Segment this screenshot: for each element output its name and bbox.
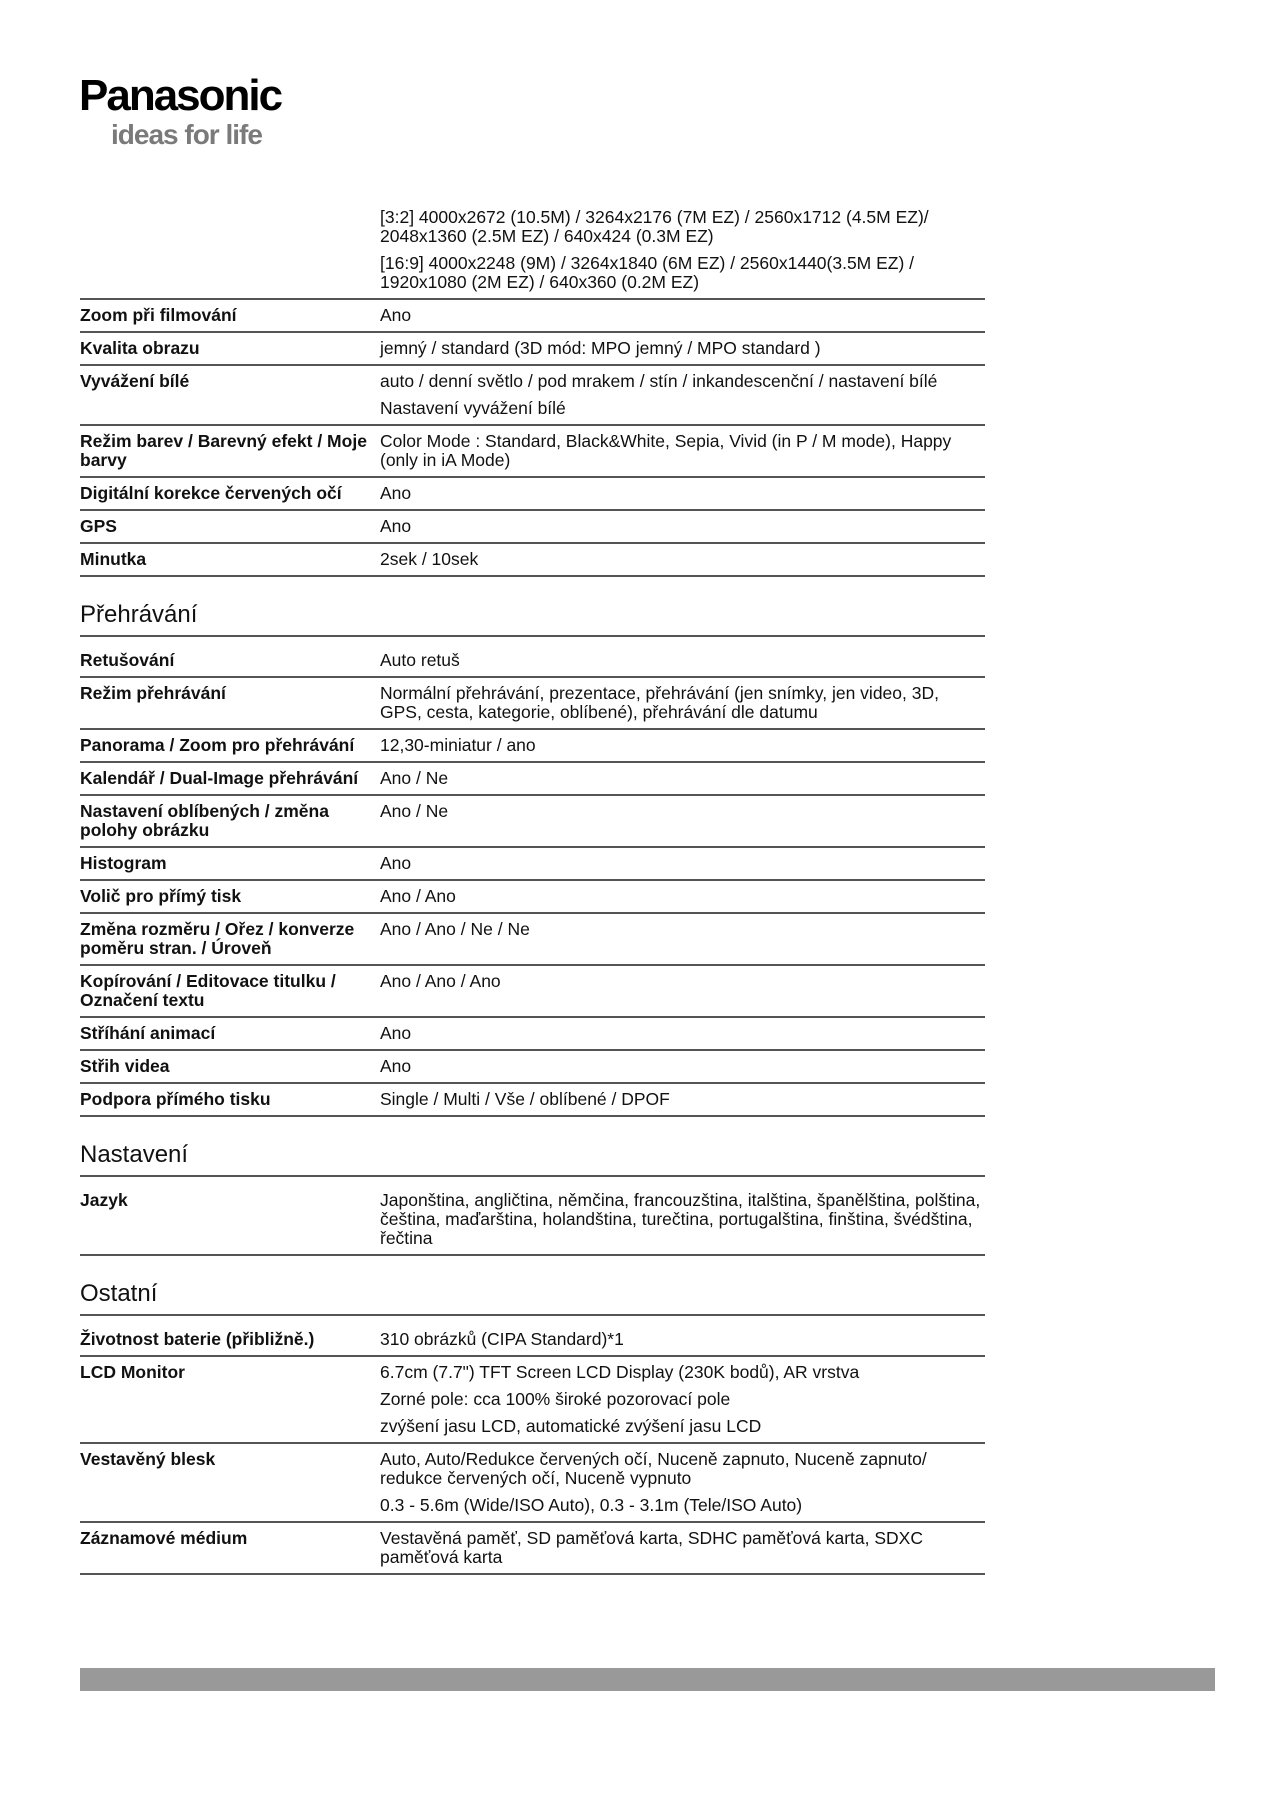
spec-values [380, 1529, 985, 1567]
spec-label: Kvalita obrazu [80, 338, 200, 358]
spec-row [80, 333, 985, 366]
spec-label: Vyvážení bílé [80, 371, 190, 391]
spec-label: Střih videa [80, 1056, 170, 1076]
panasonic-logo [79, 71, 282, 150]
spec-group-settings [80, 1185, 985, 1256]
spec-values [380, 208, 985, 292]
spec-value: Auto, Auto/Redukce červených očí, Nuceně zapnuto, Nuceně zapnuto/ redukce červených očí, Nuceně vypnuto [380, 1449, 927, 1488]
spec-value: Color Mode : Standard, Black&White, Sepia, Vivid (in P / M mode), Happy (only in iA Mode) [380, 431, 952, 470]
spec-values [380, 887, 985, 906]
spec-row [80, 848, 985, 881]
spec-sheet [80, 202, 985, 1575]
spec-value: Auto retuš [380, 650, 460, 670]
spec-row [80, 1444, 985, 1523]
spec-values [380, 920, 985, 958]
spec-row [80, 1324, 985, 1357]
spec-row [80, 300, 985, 333]
spec-values [380, 736, 985, 755]
spec-row [80, 1185, 985, 1256]
spec-value: [16:9] 4000x2248 (9M) / 3264x1840 (6M EZ) / 2560x1440(3.5M EZ) / 1920x1080 (2M EZ) / 640x360 (0.2M EZ) [380, 253, 915, 292]
spec-label: Digitální korekce červených očí [80, 483, 342, 503]
spec-values [380, 1024, 985, 1043]
spec-label: Režim přehrávání [80, 683, 226, 703]
spec-values [380, 1363, 985, 1436]
spec-values [380, 854, 985, 873]
spec-value: Ano [380, 516, 412, 536]
spec-value: Vestavěná paměť, SD paměťová karta, SDHC paměťová karta, SDXC paměťová karta [380, 1528, 923, 1567]
spec-row [80, 1018, 985, 1051]
spec-label: Histogram [80, 853, 167, 873]
spec-values [380, 1330, 985, 1349]
spec-row [80, 366, 985, 426]
footer-bar [80, 1668, 1215, 1691]
spec-value: Normální přehrávání, prezentace, přehrávání (jen snímky, jen video, 3D, GPS, cesta, kategorie, oblíbené), přehrávání dle datumu [380, 683, 939, 722]
spec-values [380, 306, 985, 325]
spec-group-playback [80, 645, 985, 1117]
spec-value: zvýšení jasu LCD, automatické zvýšení jasu LCD [380, 1416, 762, 1436]
spec-values [380, 802, 985, 840]
spec-value: Ano [380, 305, 412, 325]
spec-row [80, 1523, 985, 1575]
spec-row [80, 730, 985, 763]
brand-name: Panasonic [79, 71, 282, 120]
spec-values [380, 1191, 985, 1248]
spec-values [380, 1450, 985, 1515]
spec-values [380, 1057, 985, 1076]
spec-label: Stříhání animací [80, 1023, 216, 1043]
spec-label: Panorama / Zoom pro přehrávání [80, 735, 355, 755]
spec-label: Záznamové médium [80, 1528, 248, 1548]
spec-row [80, 966, 985, 1018]
spec-value: Ano [380, 1056, 412, 1076]
spec-values [380, 684, 985, 722]
spec-label: Kopírování / Editovace titulku / Označení textu [80, 971, 336, 1010]
spec-values [380, 972, 985, 1010]
spec-value: 310 obrázků (CIPA Standard)*1 [380, 1329, 624, 1349]
spec-row [80, 478, 985, 511]
spec-label: LCD Monitor [80, 1362, 185, 1382]
spec-label: Zoom při filmování [80, 305, 237, 325]
spec-label: Režim barev / Barevný efekt / Moje barvy [80, 431, 367, 470]
spec-label: Volič pro přímý tisk [80, 886, 242, 906]
spec-row [80, 1084, 985, 1117]
section-title-playback: Přehrávání [80, 601, 985, 637]
spec-row [80, 796, 985, 848]
spec-row [80, 1357, 985, 1444]
spec-values [380, 372, 985, 418]
spec-values [380, 651, 985, 670]
spec-value: Ano [380, 853, 412, 873]
spec-row [80, 881, 985, 914]
spec-values [380, 550, 985, 569]
spec-value: Japonština, angličtina, němčina, francouzština, italština, španělština, polština, čeština, maďarština, holandština, turečtina, portugalština, finština, švédština, řečtina [380, 1190, 981, 1248]
section-title-settings: Nastavení [80, 1141, 985, 1177]
spec-value: jemný / standard (3D mód: MPO jemný / MPO standard ) [380, 338, 821, 358]
spec-value: Zorné pole: cca 100% široké pozorovací pole [380, 1389, 731, 1409]
spec-value: 6.7cm (7.7") TFT Screen LCD Display (230K bodů), AR vrstva [380, 1362, 860, 1382]
spec-values [380, 339, 985, 358]
spec-value: Ano / Ne [380, 801, 449, 821]
spec-label: Retušování [80, 650, 175, 670]
spec-group-capture [80, 300, 985, 577]
spec-value: Ano / Ano [380, 886, 456, 906]
spec-value: 2sek / 10sek [380, 549, 479, 569]
brand-tagline: ideas for life [111, 119, 262, 150]
spec-label: Změna rozměru / Ořez / konverze poměru stran. / Úroveň [80, 919, 355, 958]
spec-value: 12,30-miniatur / ano [380, 735, 536, 755]
spec-value: Ano / Ne [380, 768, 449, 788]
spec-row [80, 763, 985, 796]
spec-row [80, 914, 985, 966]
spec-value: Ano / Ano / Ano [380, 971, 501, 991]
spec-row [80, 1051, 985, 1084]
spec-label: GPS [80, 516, 117, 536]
spec-group-other [80, 1324, 985, 1575]
spec-values [380, 517, 985, 536]
spec-values [380, 769, 985, 788]
spec-row [80, 426, 985, 478]
spec-value: Ano [380, 483, 412, 503]
spec-value: auto / denní světlo / pod mrakem / stín / inkandescenční / nastavení bílé [380, 371, 938, 391]
spec-label: Minutka [80, 549, 147, 569]
spec-label: Kalendář / Dual-Image přehrávání [80, 768, 359, 788]
spec-label: Vestavěný blesk [80, 1449, 216, 1469]
spec-label: Podpora přímého tisku [80, 1089, 271, 1109]
spec-values [380, 1090, 985, 1109]
spec-value: Single / Multi / Vše / oblíbené / DPOF [380, 1089, 670, 1109]
spec-label: Životnost baterie (přibližně.) [80, 1329, 315, 1349]
section-title-other: Ostatní [80, 1280, 985, 1316]
spec-row [80, 678, 985, 730]
spec-values [380, 484, 985, 503]
spec-label: Nastavení oblíbených / změna polohy obrázku [80, 801, 329, 840]
spec-value: Nastavení vyvážení bílé [380, 398, 566, 418]
spec-values [380, 432, 985, 470]
spec-value: Ano [380, 1023, 412, 1043]
spec-value: [3:2] 4000x2672 (10.5M) / 3264x2176 (7M EZ) / 2560x1712 (4.5M EZ)/ 2048x1360 (2.5M EZ) / 640x424 (0.3M EZ) [380, 207, 929, 246]
spec-row [80, 544, 985, 577]
spec-row [80, 645, 985, 678]
spec-value: Ano / Ano / Ne / Ne [380, 919, 530, 939]
spec-row [80, 511, 985, 544]
spec-label: Jazyk [80, 1190, 128, 1210]
spec-label [80, 208, 380, 292]
spec-value: 0.3 - 5.6m (Wide/ISO Auto), 0.3 - 3.1m (Tele/ISO Auto) [380, 1495, 803, 1515]
spec-row-resolutions [80, 202, 985, 300]
